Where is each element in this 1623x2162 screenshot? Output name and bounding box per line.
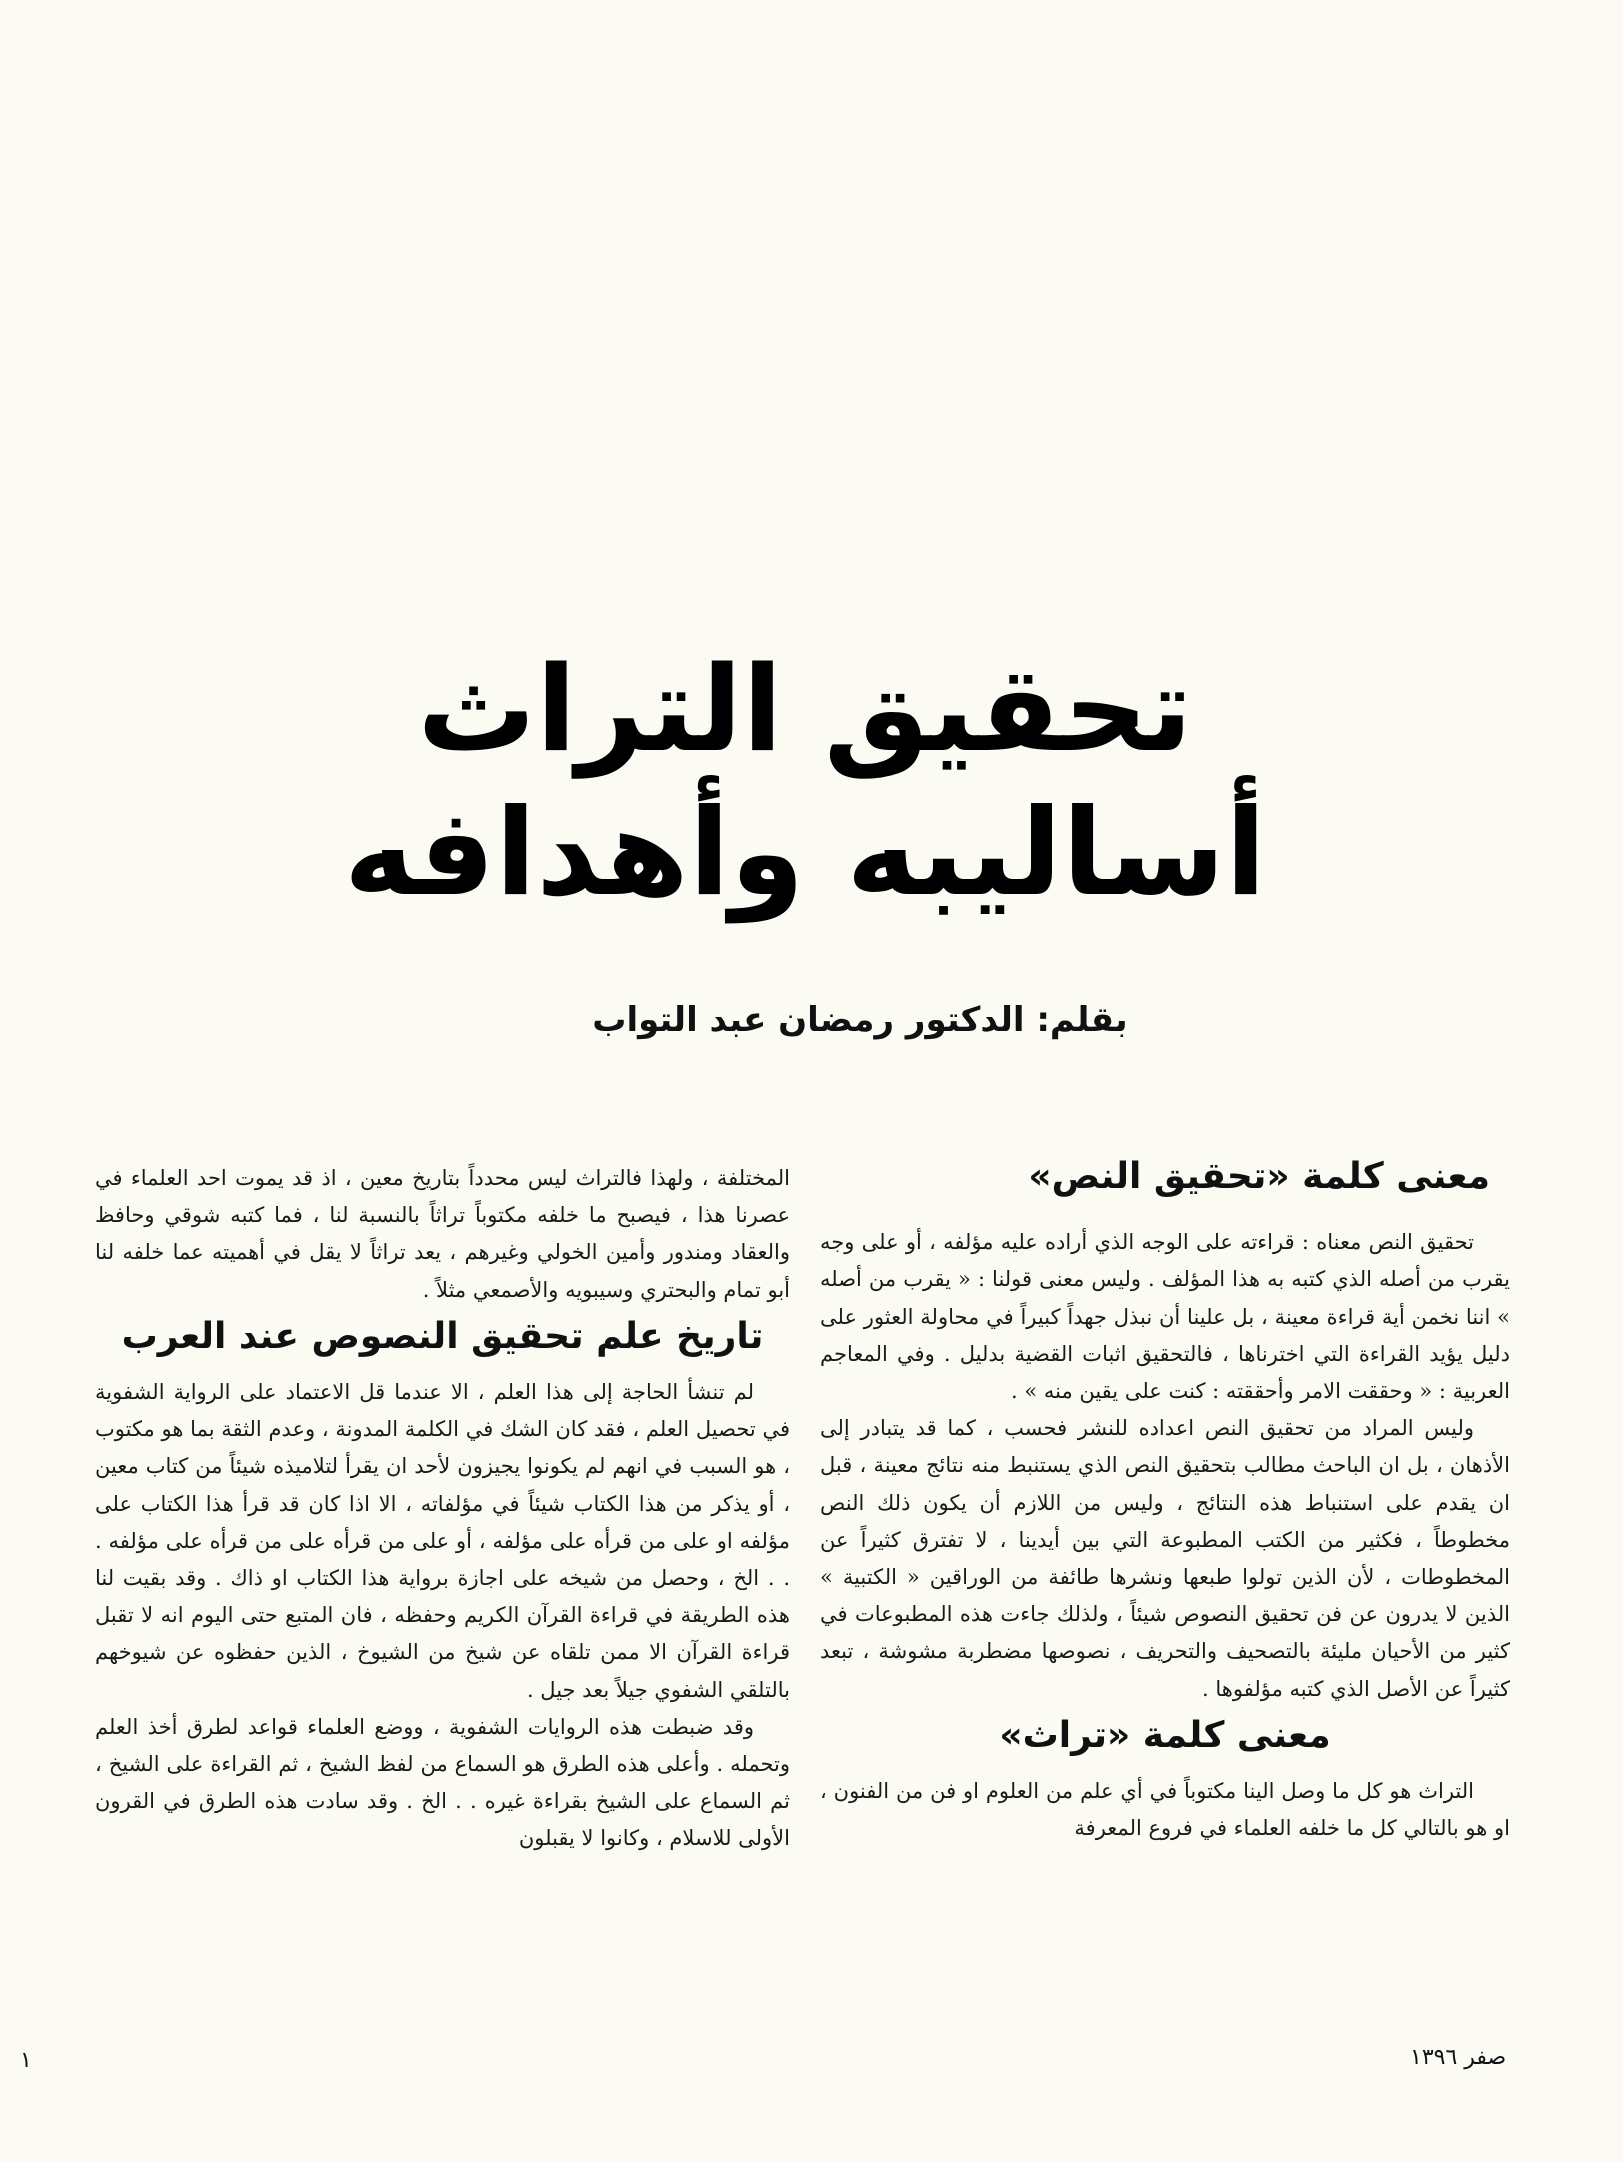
title-line-1: تحقيق التراث — [417, 640, 1193, 778]
paragraph: التراث هو كل ما وصل الينا مكتوباً في أي علم من العلوم او فن من الفنون ، او هو بالتالي كل ما خلفه العلماء في فروع المعرفة — [820, 1779, 1510, 1841]
issue-date: صفر ١٣٩٦ — [1410, 2045, 1507, 2070]
section-heading-heritage-meaning: معنى كلمة «تراث» — [999, 1714, 1331, 1756]
paragraph: وقد ضبطت هذه الروايات الشفوية ، ووضع العلماء قواعد لطرق أخذ العلم وتحمله . وأعلى هذه الطرق هو السماع من لفظ الشيخ ، ثم القراءة على الشيخ ، ثم السماع على الشيخ بقراءة غيره . . الخ . وقد سادت هذه الطرق في القرون الأولى للاسلام ، وكانوا لا يقبلون — [95, 1714, 790, 1851]
page-number: ١ — [20, 2048, 32, 2073]
right-column — [820, 1155, 1510, 1847]
paragraph: لم تنشأ الحاجة إلى هذا العلم ، الا عندما قل الاعتماد على الرواية الشفوية في تحصيل العلم ، فقد كان الشك في الكلمة المدونة ، وعدم الثقة بما هو مكتوب ، هو السبب في انهم لم يكونوا يجيزون لأحد ان يقرأ لتلاميذه شيئاً من كتاب معين ، أو يذكر من هذا الكتاب شيئاً في مؤلفاته ، الا اذا كان قد قرأ هذا الكتاب على مؤلفه او على من قرأه على مؤلفه ، أو على من قرأه على من قرأه على مؤلفه . . . الخ ، وحصل من شيخه على اجازة برواية هذا الكتاب او ذاك . وقد بقيت لنا هذه الطريقة في قراءة القرآن الكريم وحفظه ، فان المتبع حتى اليوم انه لا تقبل قراءة القرآن الا ممن تلقاه عن شيخ من الشيوخ ، الذين حفظوه عن شيوخهم بالتلقي الشفوي جيلاً بعد جيل . — [95, 1380, 790, 1702]
paragraph: المختلفة ، ولهذا فالتراث ليس محدداً بتاريخ معين ، اذ قد يموت احد العلماء في عصرنا هذا ، فيصبح ما خلفه مكتوباً تراثاً بالنسبة لنا ، فما كتبه شوقي وحافظ والعقاد ومندور وأمين الخولي وغيرهم ، يعد تراثاً لا يقل في أهميته عما خلفه لنا أبو تمام والبحتري وسيبويه والأصمعي مثلاً . — [95, 1166, 790, 1302]
left-column — [95, 1160, 790, 1858]
paragraph: وليس المراد من تحقيق النص اعداده للنشر فحسب ، كما قد يتبادر إلى الأذهان ، بل ان الباحث مطالب بتحقيق النص الذي يستنبط منه نتائج معينة ، قبل ان يقدم على استنباط هذه النتائج ، وليس من اللازم أن يكون ذلك النص مخطوطاً ، فكثير من الكتب المطبوعة التي بين أيدينا ، لا تفترق كثيراً عن المخطوطات ، لأن الذين تولوا طبعها ونشرها طائفة من الوراقين « الكتبية » الذين لا يدرون عن فن تحقيق النصوص شيئاً ، ولذلك جاءت هذه المطبوعات في كثير من الأحيان مليئة بالتصحيف والتحريف ، نصوصها مضطربة مشوشة ، تبعد كثيراً عن الأصل الذي كتبه مؤلفوها . — [820, 1416, 1510, 1701]
section-heading-history: تاريخ علم تحقيق النصوص عند العرب — [121, 1315, 764, 1357]
paragraph: تحقيق النص معناه : قراءته على الوجه الذي أراده عليه مؤلفه ، أو على وجه يقرب من أصله الذي كتبه به هذا المؤلف . وليس معنى قولنا : « يقرب من أصله » اننا نخمن أية قراءة معينة ، بل علينا أن نبذل جهداً كبيراً في محاولة العثور على دليل يؤيد القراءة التي اخترناها ، فالتحقيق اثبات القضية بدليل . وفي المعاجم العربية : « وحققت الامر وأحققته : كنت على يقين منه » . — [820, 1230, 1510, 1403]
title-line-2: أساليبه وأهدافه — [343, 784, 1267, 923]
author-byline: بقلم: الدكتور رمضان عبد التواب — [592, 1000, 1128, 1040]
section-heading-text-meaning: معنى كلمة «تحقيق النص» — [1028, 1156, 1490, 1197]
article-title — [90, 610, 1520, 923]
